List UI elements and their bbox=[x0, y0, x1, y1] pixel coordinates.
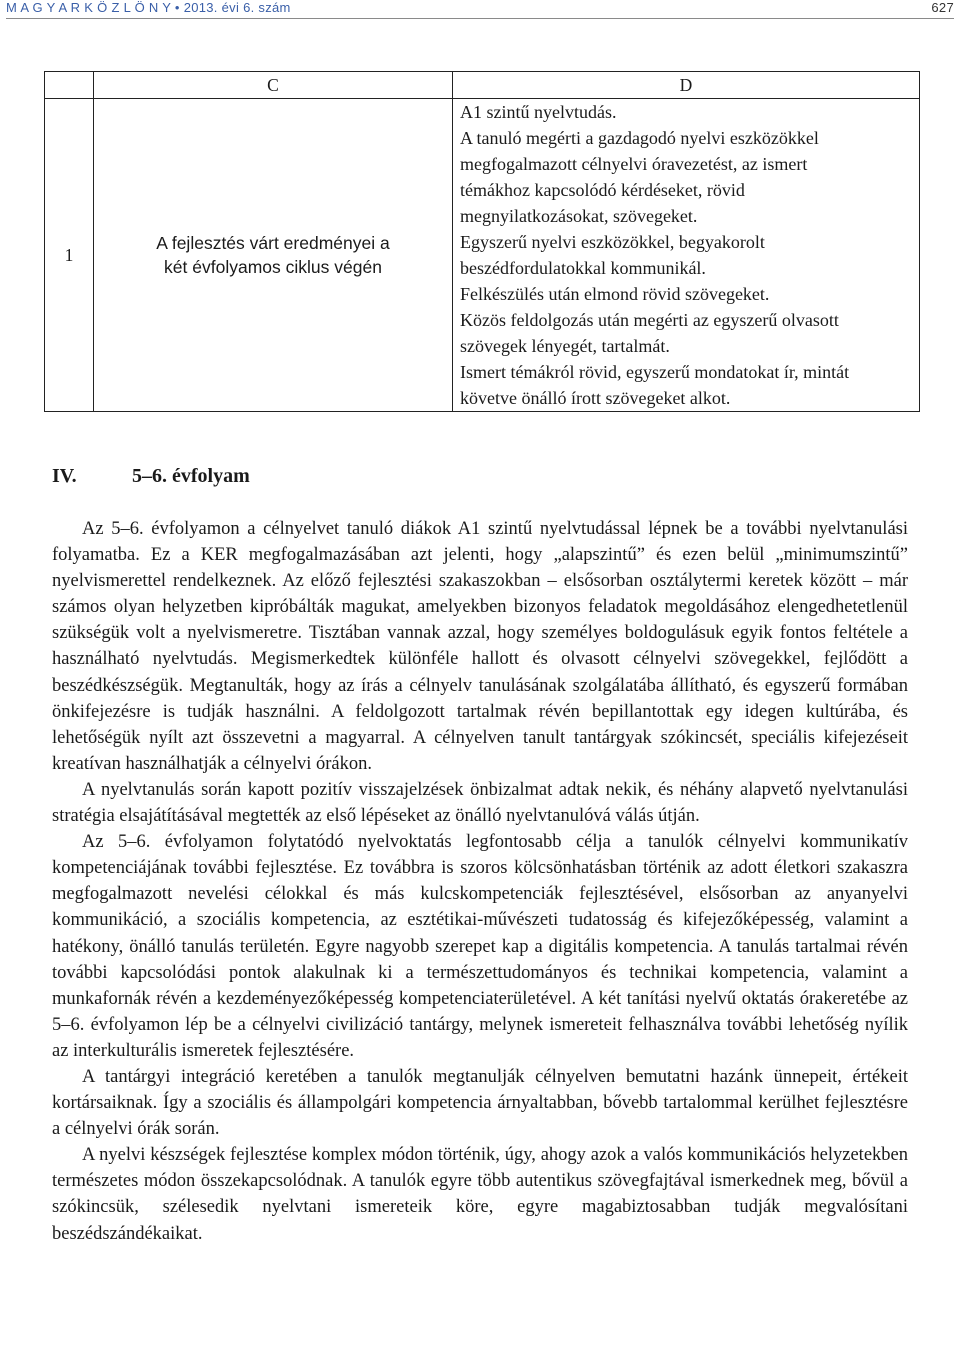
section-number: IV. bbox=[52, 465, 77, 487]
empty-header-cell bbox=[45, 72, 94, 99]
content-line: Ismert témákról rövid, egyszerű mondatokat ír, mintát bbox=[460, 362, 850, 382]
header-divider bbox=[6, 18, 954, 19]
content-line: szövegek lényegét, tartalmát. bbox=[460, 336, 670, 356]
section-title: 5–6. évfolyam bbox=[132, 465, 250, 487]
curriculum-table bbox=[44, 71, 920, 412]
publication-title: M A G Y A R K Ö Z L Ö N Y • 2013. évi 6. szám bbox=[6, 0, 291, 15]
content-line: Felkészülés után elmond rövid szövegeket. bbox=[460, 284, 770, 304]
content-line: megfogalmazott célnyelvi óravezetést, az ismert bbox=[460, 154, 808, 174]
paragraph: A tantárgyi integráció keretében a tanulók megtanulják célnyelven bemutatni hazánk ünnepeit, értékeit kortársaiknak. Így a szociális és állampolgári kompetencia árnyaltabban, bővebb tartalommal kerülhet fejlesztésre a célnyelvi órák során. bbox=[52, 1066, 908, 1140]
column-c-header: C bbox=[94, 72, 453, 99]
table-row bbox=[45, 99, 920, 412]
table-header-row bbox=[45, 72, 920, 99]
section-heading bbox=[52, 465, 250, 488]
row-content bbox=[453, 99, 920, 412]
body-text bbox=[52, 516, 908, 1247]
page-number: 627 bbox=[931, 0, 954, 15]
content-line: A1 szintű nyelvtudás. bbox=[460, 102, 617, 122]
row-number: 1 bbox=[45, 99, 94, 412]
paragraph: Az 5–6. évfolyamon a célnyelvet tanuló diákok A1 szintű nyelvtudással lépnek be a további nyelvtanulási folyamatba. Ez a KER megfogalmazásában azt jelenti, hogy „alapszintű” és ezen belül „minimumszintű” nyelvismerettel rendelkeznek. Az előző fejlesztési szakaszokban – elsősorban osztálytermi keretek között – már számos olyan helyzetben kipróbálták magukat, amelyekben bizonyos feladatok megoldásához elengedhetetlenül szükségük volt a nyelvismeretre. Tisztában vannak azzal, hogy személyes boldogulásuk egyik fontos feltétele a használható nyelvtudás. Megismerkedtek különféle hallott és olvasott célnyelvi szövegekkel, fejlődött a beszédkészségük. Megtanulták, hogy az írás a célnyelv tanulásának szolgálatába állítható, és egyszerű formában önkifejezésre is tudják használni. A feldolgozott tartalmak révén bepillantottak egy idegen kultúrába, és lehetőségük nyílt azt összevetni a magyarral. A célnyelven tanult tantárgyak szókincsét, speciális kifejezéseit kreatívan használhatják a célnyelvi órákon. bbox=[52, 519, 908, 774]
column-d-header: D bbox=[453, 72, 920, 99]
paragraph: A nyelvi készségek fejlesztése komplex módon történik, úgy, ahogy azok a valós kommunikációs helyzetekben természetes módon összekapcsolódnak. A tanulók egyre több autentikus szövegfajtával ismerkednek meg, bővül a szókincsük, szélesedik nyelvtani ismereteik köre, egyre magabiztosabban tudják megvalósítani beszédszándékaikat. bbox=[52, 1145, 908, 1244]
content-line: beszédfordulatokkal kommunikál. bbox=[460, 258, 706, 278]
content-line: Közös feldolgozás után megérti az egyszerű olvasott bbox=[460, 310, 839, 330]
content-line: A tanuló megérti a gazdagodó nyelvi eszközökkel bbox=[460, 128, 819, 148]
paragraph: Az 5–6. évfolyamon folytatódó nyelvoktatás legfontosabb célja a tanulók célnyelvi kommunikatív kompetenciájának további fejlesztése. Ez továbbra is szoros kölcsönhatásban történik az adott életkori szakaszra megfogalmazott nevelési célokkal és más kulcskompetenciák fejlesztésével, elsősorban az anyanyelvi kommunikáció, a szociális kompetencia, az esztétikai-művészeti tudatosság és kifejezőképesség, valamint a hatékony, önálló tanulás területén. Egyre nagyobb szerepet kap a digitális kompetencia. A tanulás tartalmai révén további kapcsolódási pontok alakulnak ki a természettudományos és technikai kompetencia, valamint a munkafornák révén a kezdeményezőképesség kompetenciaterületével. A két tanítási nyelvű oktatás órakeretébe az 5–6. évfolyamon lép be a célnyelvi civilizáció tantárgy, melynek ismereteit felhasználva további lehetőség nyílik az interkulturális ismeretek fejlesztésére. bbox=[52, 832, 908, 1061]
paragraph: A nyelvtanulás során kapott pozitív visszajelzések önbizalmat adtak nekik, és néhány alapvető nyelvtanulási stratégia elsajátításával megtették az első lépéseket az önálló nyelvtanulóvá válás útján. bbox=[52, 779, 908, 827]
row-label-line: két évfolyamos ciklus végén bbox=[164, 257, 382, 277]
content-line: témákhoz kapcsolódó kérdéseket, rövid bbox=[460, 180, 745, 200]
row-label-line: A fejlesztés várt eredményei a bbox=[156, 233, 390, 253]
content-line: követve önálló írott szövegeket alkot. bbox=[460, 388, 731, 408]
content-line: Egyszerű nyelvi eszközökkel, begyakorolt bbox=[460, 232, 765, 252]
page-header bbox=[6, 0, 954, 18]
row-label bbox=[94, 99, 453, 412]
content-line: megnyilatkozásokat, szövegeket. bbox=[460, 206, 698, 226]
